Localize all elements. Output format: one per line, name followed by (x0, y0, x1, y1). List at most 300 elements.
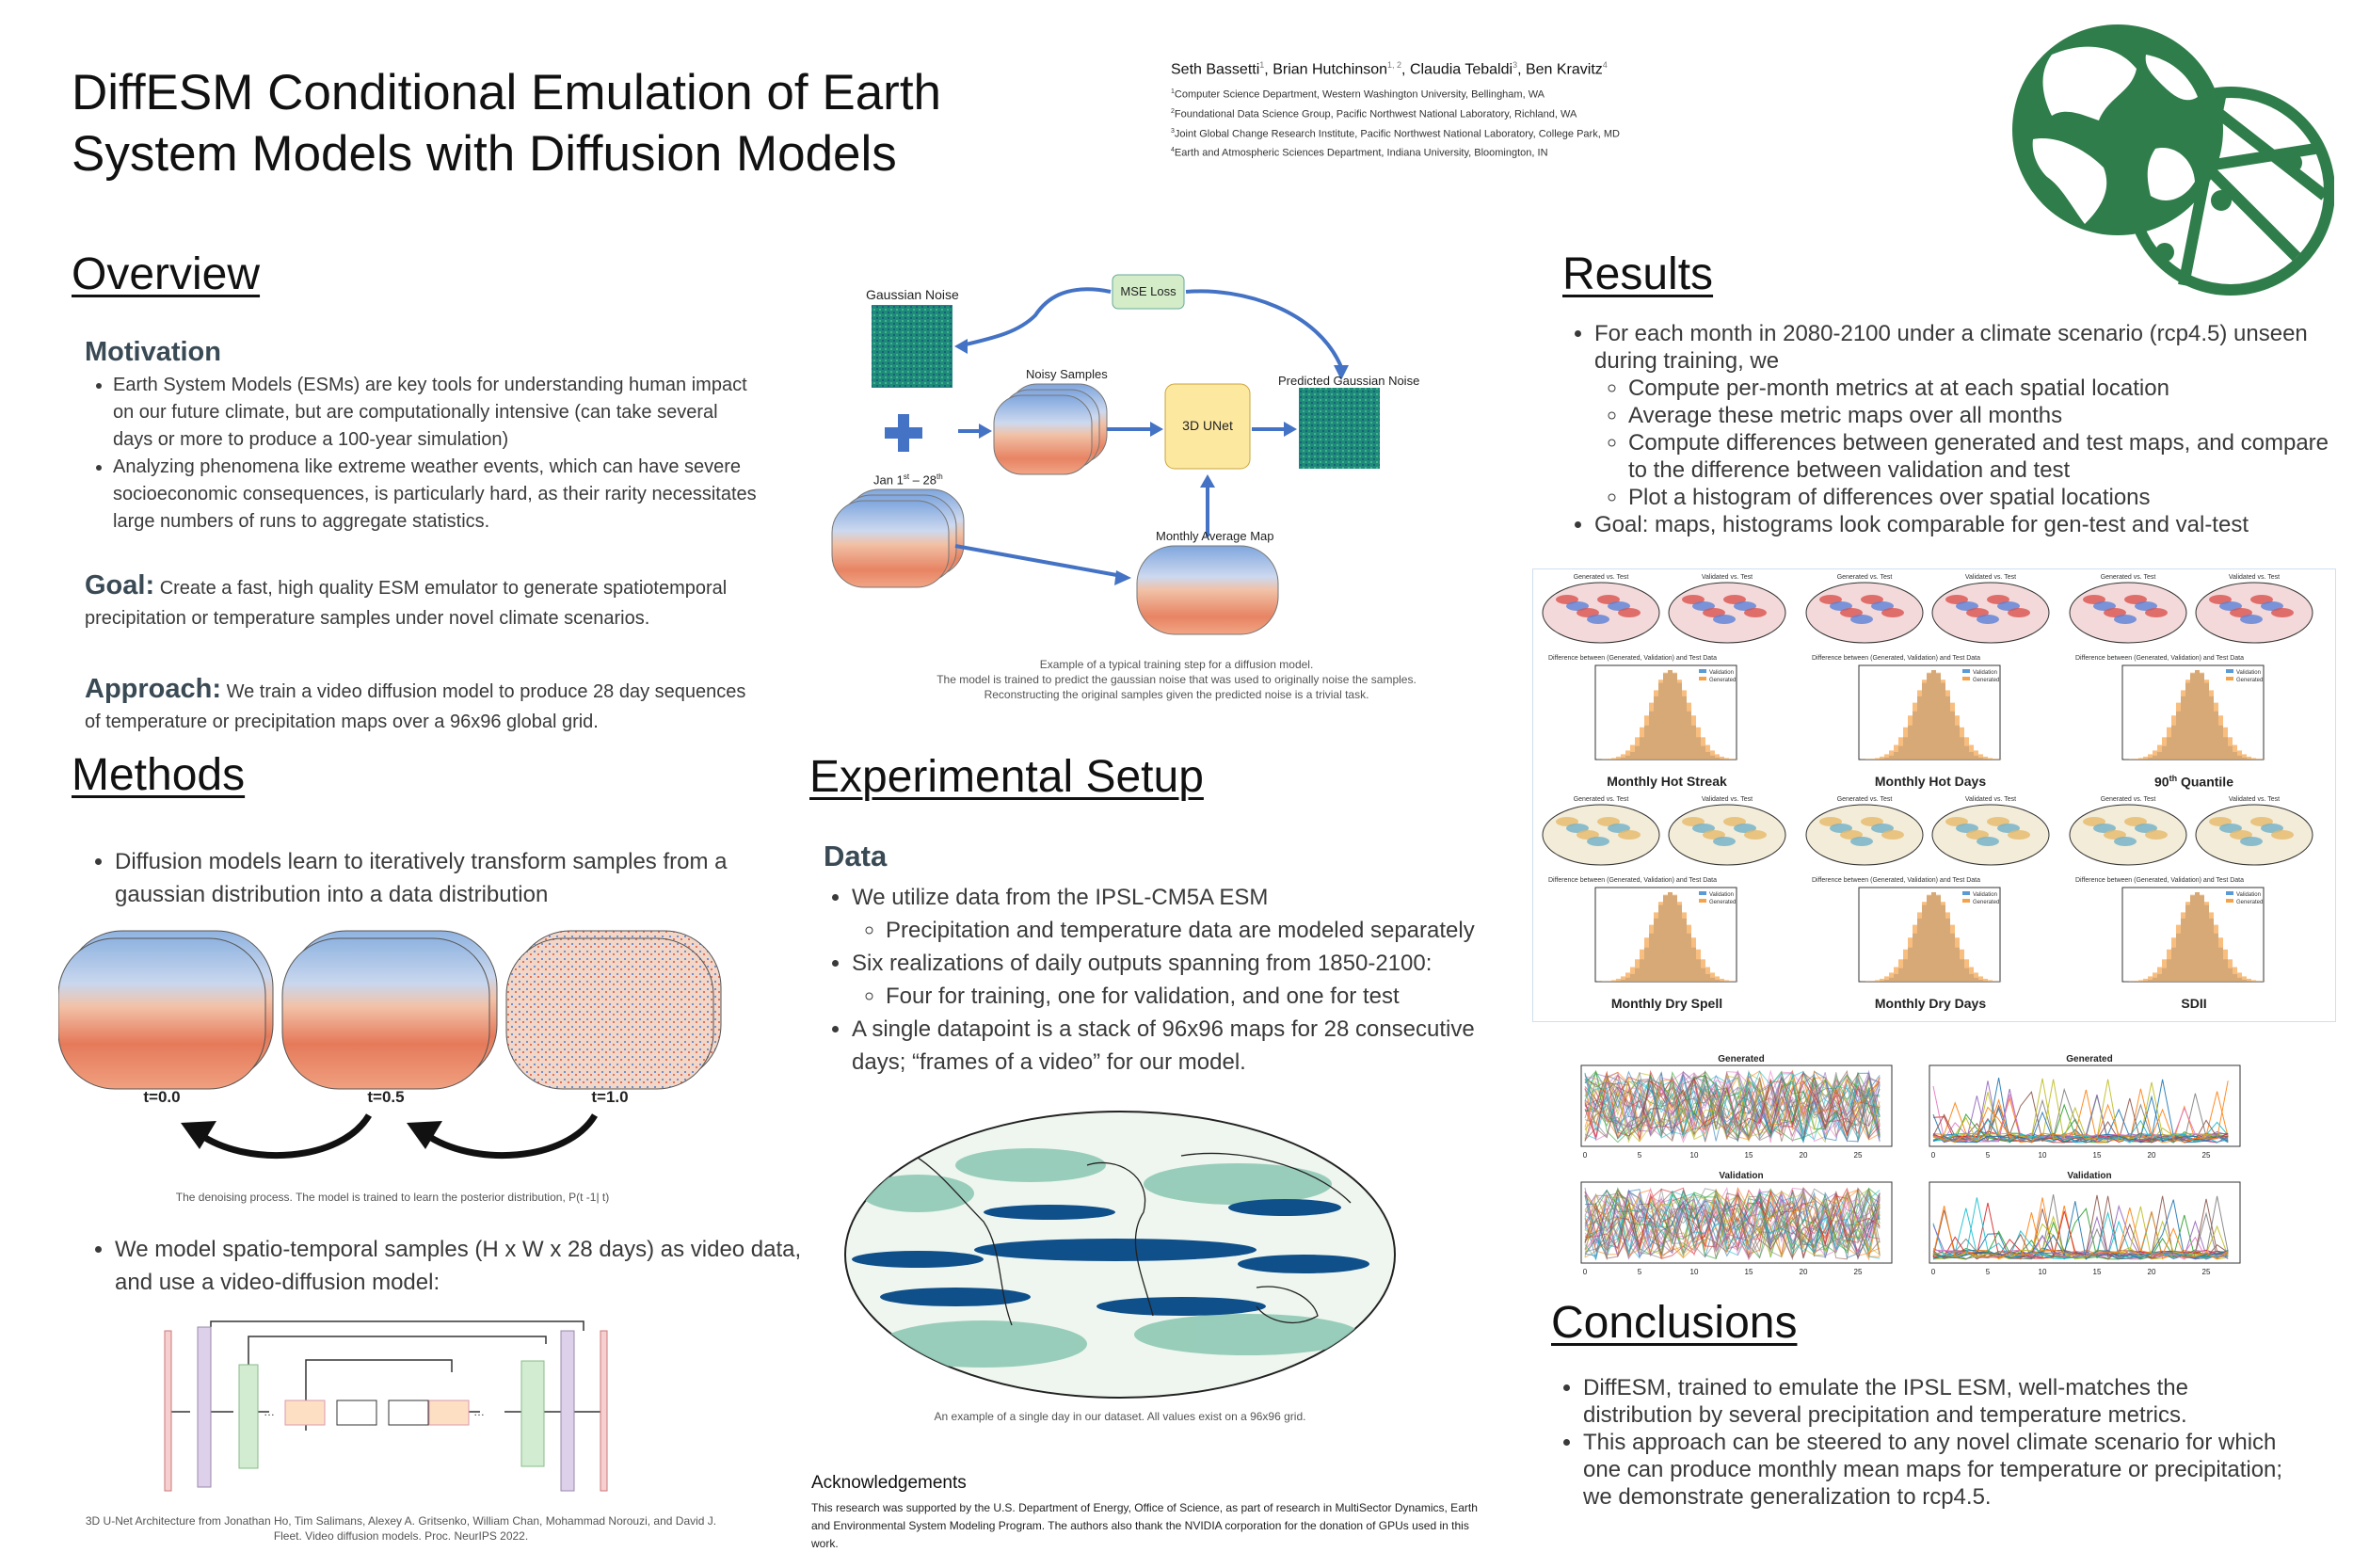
histogram-bar-generated (2171, 715, 2176, 760)
histogram-bar-generated (1978, 976, 1983, 982)
histogram-bar-generated (2214, 703, 2218, 760)
histogram-bar-generated (2153, 750, 2157, 760)
legend-label: Validation (2236, 670, 2261, 676)
histogram-bar-generated (1880, 979, 1884, 982)
metric-map-title: Generated vs. Test (2100, 796, 2156, 803)
histogram-bar-generated (1941, 902, 1945, 982)
svg-text:…: … (264, 1405, 275, 1418)
unet-mid-block (285, 1400, 325, 1425)
unet-mid-block (337, 1400, 376, 1425)
histogram-bar-generated (1898, 737, 1903, 760)
histogram-bar-generated (2138, 980, 2143, 982)
results-list (1566, 320, 2347, 538)
data-section (824, 840, 1482, 1079)
list-item: • We utilize data from the IPSL-CM5A ESM (852, 881, 1482, 914)
histogram-bar-generated (2181, 690, 2185, 760)
histogram-bar-generated (1616, 979, 1621, 982)
acknowledgements-section (811, 1473, 1489, 1553)
histogram-bar-generated (1705, 745, 1710, 760)
histogram-bar-generated (2242, 754, 2247, 760)
histogram-bar-generated (2228, 737, 2233, 760)
metric-panel-label: SDII (2181, 996, 2207, 1011)
metric-panel-graphic (1802, 793, 2058, 991)
list-item: • For each month in 2080-2100 under a climate scenario (rcp4.5) unseen during training, we (1594, 320, 2347, 375)
data-list (824, 881, 1482, 1079)
x-tick-label: 15 (1744, 1151, 1753, 1160)
histogram-bar-generated (1649, 703, 1654, 760)
histogram-bar-generated (1917, 690, 1922, 760)
legend-label: Validation (1973, 670, 1997, 676)
histogram-bar-generated (2242, 976, 2247, 982)
metric-panel-label: 90th Quantile (2154, 774, 2233, 790)
histogram-bar-generated (1644, 715, 1649, 760)
author-name: Ben Kravitz (1525, 61, 1603, 78)
histogram-bar-generated (1687, 703, 1691, 760)
author-affiliation-mark: 1, 2 (1387, 60, 1402, 70)
histogram-bar-generated (1922, 680, 1927, 760)
histogram-bar-generated (2162, 737, 2167, 760)
histogram-bar-generated (1705, 968, 1710, 982)
histogram-bar-generated (1955, 715, 1960, 760)
legend-label: Generated (2236, 678, 2264, 683)
histogram-bar-generated (2218, 715, 2223, 760)
histogram-bar-generated (2237, 750, 2242, 760)
histogram-bar-generated (1927, 895, 1931, 982)
affiliation: $^2$Foundational Data Science Group, Pacific Northwest National Laboratory, Richland, WA (1171, 107, 1577, 120)
x-tick-label: 25 (2201, 1268, 2211, 1276)
list-item: ◦ Plot a histogram of differences over spatial locations (1628, 484, 2347, 511)
metric-map (2196, 574, 2313, 643)
conclusions-heading: Conclusions (1551, 1298, 1798, 1348)
unet-input-block (165, 1331, 171, 1491)
histogram-bar-generated (2200, 673, 2204, 760)
histogram-bar-generated (1654, 912, 1658, 982)
author-name: Brian Hutchinson (1273, 61, 1388, 78)
histogram-bar-generated (1630, 745, 1635, 760)
list-item: ◦ Average these metric maps over all months (1628, 402, 2347, 429)
histogram-bar-generated (1701, 959, 1705, 982)
gaussian-noise-label: Gaussian Noise (866, 287, 959, 302)
histogram-bar-generated (1687, 925, 1691, 982)
histogram-bar-generated (2256, 981, 2261, 982)
histogram-bar-generated (1983, 757, 1988, 760)
histogram-bar-generated (1974, 750, 1978, 760)
legend-swatch (2226, 891, 2233, 895)
list-item: • Earth System Models (ESMs) are key tools for understanding human impact on our future climate, but are computationally intensive (can take several days or more to produce a 100-year simulation) (113, 372, 762, 454)
x-tick-label: 25 (1853, 1151, 1863, 1160)
histogram-bar-generated (1945, 912, 1950, 982)
histogram-bar-generated (1663, 895, 1668, 982)
legend-swatch (1962, 677, 1970, 680)
histogram-bar-generated (1701, 737, 1705, 760)
histogram-title: Difference between (Generated, Validation) and Test Data (2075, 655, 2244, 662)
legend-swatch (1962, 899, 1970, 903)
histogram-bar-generated (1691, 937, 1696, 982)
x-tick-label: 25 (1853, 1268, 1863, 1276)
x-tick-label: 20 (2147, 1268, 2156, 1276)
histogram-bar-generated (2153, 972, 2157, 982)
histogram-bar-generated (1950, 703, 1955, 760)
histogram-title: Difference between (Generated, Validation) and Test Data (1812, 655, 1980, 662)
training-diagram-graphics (828, 264, 1468, 668)
histogram-bar-generated (1625, 750, 1630, 760)
author-list: Seth Bassetti$^1$, Brian Hutchinson$^{1, 2}$, Claudia Tebaldi$^3$, Ben Kravitz$^4$ (1171, 60, 1608, 78)
legend-label: Validation (1709, 892, 1734, 898)
metric-map-title: Validated vs. Test (2228, 796, 2281, 803)
unet-caption: 3D U-Net Architecture from Jonathan Ho, Tim Salimans, Alexey A. Gritsenko, William Chan, Mohammad Norouzi, and David J. Fleet. Video diffusion models. Proc. NeurIPS 2022. (85, 1514, 717, 1543)
list-item: • Goal: maps, histograms look comparable for gen-test and val-test (1594, 511, 2347, 538)
histogram-bar-generated (1658, 680, 1663, 760)
histogram-bar-generated (1960, 728, 1964, 760)
list-item: • We model spatio-temporal samples (H x W x 28 days) as video data, and use a video-diffusion model: (115, 1233, 802, 1299)
histogram-bar-generated (1988, 980, 1993, 982)
time-series-panel (1911, 1052, 2249, 1167)
goal-text: Goal: Create a fast, high quality ESM emulator to generate spatiotemporal precipitation or temperature samples under novel climate scenarios. (85, 570, 728, 629)
histogram-bar-generated (1663, 673, 1668, 760)
affiliation-list (1171, 84, 1620, 162)
histogram-bar-generated (1898, 959, 1903, 982)
histogram-title: Difference between (Generated, Validation) and Test Data (1548, 655, 1717, 662)
noisy-samples-label: Noisy Samples (1026, 367, 1108, 381)
histogram-bar-generated (2162, 959, 2167, 982)
histogram-bar-generated (2223, 728, 2228, 760)
author-affiliation-mark: 3 (1513, 60, 1518, 70)
x-tick-label: 25 (2201, 1151, 2211, 1160)
legend-swatch (2226, 677, 2233, 680)
time-series-title: Validation (1719, 1171, 1764, 1181)
histogram-bar-generated (1710, 750, 1715, 760)
experimental-setup-heading: Experimental Setup (809, 752, 1204, 802)
histogram-bar-generated (1936, 895, 1941, 982)
metric-panel-label: Monthly Hot Streak (1607, 774, 1727, 789)
histogram-title: Difference between (Generated, Validation) and Test Data (1548, 877, 1717, 884)
legend-label: Validation (2236, 892, 2261, 898)
list-item: ◦ Compute differences between generated and test maps, and compare to the difference between validation and test (1628, 429, 2347, 484)
acknowledgements-heading: Acknowledgements (811, 1473, 967, 1493)
legend-label: Generated (2236, 900, 2264, 905)
motivation-list (85, 372, 762, 536)
histogram-bar-generated (1673, 895, 1677, 982)
jan-label: Jan 1st – 28th (873, 472, 943, 488)
time-series-panel (1562, 1052, 1901, 1167)
metric-panel (2066, 571, 2322, 790)
histogram-bar-generated (1917, 912, 1922, 982)
histogram-bar-generated (1908, 715, 1913, 760)
metric-map-title: Generated vs. Test (2100, 574, 2156, 581)
histogram-bar-generated (1993, 759, 1997, 760)
author-name: Seth Bassetti (1171, 61, 1260, 78)
list-item: ◦ Precipitation and temperature data are modeled separately (886, 914, 1482, 947)
histogram-bar-generated (2209, 912, 2214, 982)
histogram-bar-generated (1677, 902, 1682, 982)
legend-label: Validation (1709, 670, 1734, 676)
histogram-bar-generated (1677, 680, 1682, 760)
results-metrics-figure (1532, 568, 2336, 1022)
histogram-bar-generated (2190, 895, 2195, 982)
metric-map-title: Generated vs. Test (1573, 574, 1629, 581)
histogram-bar-generated (2204, 902, 2209, 982)
methods-list-1 (87, 845, 792, 911)
histogram-bar-generated (1908, 937, 1913, 982)
legend-swatch (2226, 669, 2233, 673)
histogram-bar-generated (2148, 976, 2153, 982)
histogram-bar-generated (1974, 972, 1978, 982)
histogram-bar-generated (1875, 980, 1880, 982)
legend-label: Generated (1709, 678, 1737, 683)
x-tick-label: 0 (1582, 1268, 1588, 1276)
histogram-bar-generated (1607, 981, 1611, 982)
unet-encoder-block (198, 1327, 211, 1487)
histogram-bar-generated (2157, 968, 2162, 982)
legend-swatch (1962, 669, 1970, 673)
monthly-average-label: Monthly Average Map (1156, 529, 1274, 543)
histogram-bar-generated (2251, 758, 2256, 760)
legend-swatch (1699, 677, 1706, 680)
histogram-bar-generated (1964, 737, 1969, 760)
metric-map-title: Generated vs. Test (1573, 796, 1629, 803)
histogram-bar-generated (1696, 950, 1701, 982)
metric-panel (1802, 793, 2058, 1012)
x-tick-label: 0 (1582, 1151, 1588, 1160)
mse-loss-label: MSE Loss (1120, 284, 1176, 298)
denoise-map-t0 (58, 931, 273, 1089)
histogram-bar-generated (1894, 968, 1898, 982)
precipitation-map-figure (842, 1109, 1398, 1400)
data-heading: Data (824, 840, 888, 872)
histogram-bar-generated (1964, 959, 1969, 982)
metric-panel-label: Monthly Hot Days (1874, 774, 1987, 789)
histogram-bar-generated (2209, 690, 2214, 760)
time-series-title: Generated (2066, 1054, 2113, 1064)
histogram-bar-generated (1691, 715, 1696, 760)
histogram-bar-generated (2195, 892, 2200, 982)
x-tick-label: 5 (1637, 1268, 1642, 1276)
histogram-bar-generated (1931, 892, 1936, 982)
unet-architecture-diagram (151, 1318, 640, 1501)
metric-map (1932, 574, 2049, 643)
histogram-bar-generated (2223, 950, 2228, 982)
t-label-1: t=0.5 (367, 1088, 405, 1106)
histogram-bar-generated (1884, 976, 1889, 982)
histogram-bar-generated (1607, 759, 1611, 760)
author-affiliation-mark: 1 (1259, 60, 1265, 70)
histogram-bar-generated (2256, 759, 2261, 760)
denoise-map-t05 (282, 931, 497, 1089)
histogram-bar-generated (1729, 759, 1734, 760)
histogram-bar-generated (1720, 757, 1724, 760)
list-item: ◦ Compute per-month metrics at at each spatial location (1628, 375, 2347, 402)
x-tick-label: 15 (1744, 1268, 1753, 1276)
histogram-bar-generated (1654, 690, 1658, 760)
metric-panel-graphic (2066, 793, 2322, 991)
globe-network-icon (1995, 17, 2334, 299)
histogram-bar-generated (2200, 895, 2204, 982)
time-series-title: Validation (2067, 1171, 2112, 1181)
histogram-bar-generated (2251, 980, 2256, 982)
histogram-bar-generated (2228, 959, 2233, 982)
histogram-bar-generated (1682, 912, 1687, 982)
conclusions-list (1555, 1374, 2298, 1511)
histogram-bar-generated (2195, 670, 2200, 760)
metric-map (1806, 796, 1923, 865)
histogram-bar-generated (1621, 754, 1625, 760)
approach-text: Approach: We train a video diffusion model to produce 28 day sequences of temperature or precipitation maps over a 96x96 global grid. (85, 674, 746, 732)
denoise-map-t1 (506, 931, 721, 1089)
histogram-bar-generated (2134, 981, 2138, 982)
histogram-bar-generated (1649, 925, 1654, 982)
list-item: • DiffESM, trained to emulate the IPSL ESM, well-matches the distribution by several precipitation and temperature metrics. (1583, 1374, 2298, 1429)
histogram-bar-generated (1927, 673, 1931, 760)
metric-panel-graphic (1802, 571, 2058, 769)
histogram-bar-generated (2157, 745, 2162, 760)
list-item: • Analyzing phenomena like extreme weather events, which can have severe socioeconomic consequences, is particularly hard, as their rarity necessitates large numbers of runs to aggregate statistics. (113, 454, 762, 536)
metric-map-title: Validated vs. Test (1964, 574, 2017, 581)
x-tick-label: 10 (2038, 1151, 2047, 1160)
histogram-bar-generated (2181, 912, 2185, 982)
histogram-bar-generated (1969, 745, 1974, 760)
unet-output-block (600, 1331, 607, 1491)
x-tick-label: 20 (1799, 1151, 1808, 1160)
histogram-bar-generated (1644, 937, 1649, 982)
metric-panel-graphic (1539, 571, 1795, 769)
results-heading: Results (1562, 249, 1714, 299)
list-item: • Six realizations of daily outputs spanning from 1850-2100: (852, 947, 1482, 980)
histogram-bar-generated (1870, 759, 1875, 760)
metric-panel (2066, 793, 2322, 1012)
histogram-bar-generated (2148, 754, 2153, 760)
x-tick-label: 5 (1985, 1151, 1991, 1160)
histogram-bar-generated (2247, 979, 2251, 982)
legend-swatch (1962, 891, 1970, 895)
motivation-section (85, 337, 762, 536)
histogram-bar-generated (1621, 976, 1625, 982)
affiliation: $^1$Computer Science Department, Western Washington University, Bellingham, WA (1171, 88, 1545, 101)
metric-map (1543, 574, 1659, 643)
metric-panel (1539, 571, 1795, 790)
histogram-bar-generated (1625, 972, 1630, 982)
metric-map (2070, 796, 2186, 865)
histogram-bar-generated (1715, 754, 1720, 760)
metric-map (2070, 574, 2186, 643)
unet-mid-block (389, 1400, 428, 1425)
histogram-bar-generated (2185, 902, 2190, 982)
histogram-bar-generated (1635, 737, 1640, 760)
histogram-bar-generated (1715, 976, 1720, 982)
histogram-bar-generated (1903, 728, 1908, 760)
histogram-bar-generated (1724, 758, 1729, 760)
legend-swatch (1699, 669, 1706, 673)
histogram-bar-generated (1682, 690, 1687, 760)
histogram-bar-generated (2185, 680, 2190, 760)
denoise-caption: The denoising process. The model is trained to learn the posterior distribution, P(t -1| t) (175, 1191, 610, 1204)
training-step-diagram (828, 264, 1468, 668)
legend-swatch (1699, 899, 1706, 903)
histogram-bar-generated (1611, 980, 1616, 982)
histogram-bar-generated (2214, 925, 2218, 982)
metric-map (1669, 574, 1785, 643)
histogram-bar-generated (1983, 979, 1988, 982)
histogram-bar-generated (1720, 979, 1724, 982)
svg-text:…: … (473, 1405, 485, 1418)
x-tick-label: 5 (1985, 1268, 1991, 1276)
unet-decoder-block (521, 1361, 544, 1466)
histogram-bar-generated (2233, 745, 2237, 760)
histogram-bar-generated (1875, 758, 1880, 760)
author-block (1171, 60, 1620, 162)
histogram-bar-generated (1931, 670, 1936, 760)
x-tick-label: 10 (2038, 1268, 2047, 1276)
metric-panel-graphic (1539, 793, 1795, 991)
histogram-bar-generated (1640, 950, 1644, 982)
gaussian-noise-image (872, 305, 952, 388)
histogram-bar-generated (1955, 937, 1960, 982)
unet-encoder-block (239, 1365, 258, 1468)
histogram-bar-generated (1936, 673, 1941, 760)
histogram-bar-generated (2237, 972, 2242, 982)
methods-heading: Methods (72, 750, 246, 800)
affiliation: $^4$Earth and Atmospheric Sciences Department, Indiana University, Bloomington, IN (1171, 147, 1548, 159)
histogram-bar-generated (1884, 754, 1889, 760)
histogram-bar-generated (1668, 892, 1673, 982)
histogram-bar-generated (1950, 925, 1955, 982)
legend-label: Generated (1973, 678, 2000, 683)
histogram-bar-generated (1969, 968, 1974, 982)
histogram-bar-generated (1945, 690, 1950, 760)
x-tick-label: 20 (1799, 1268, 1808, 1276)
training-caption: Example of a typical training step for a diffusion model. The model is trained to predict the gaussian noise that was used to originally noise the samples. Reconstructing the original samples given the predicted noise is a trivial task. (936, 658, 1417, 701)
metric-map-title: Validated vs. Test (1701, 796, 1753, 803)
time-series-panel (1911, 1169, 2249, 1284)
histogram-bar-generated (1978, 754, 1983, 760)
unet-decoder-block (561, 1331, 574, 1491)
histogram-bar-generated (1635, 959, 1640, 982)
histogram-bar-generated (2134, 759, 2138, 760)
monthly-average-map (1137, 546, 1278, 634)
histogram-bar-generated (2143, 979, 2148, 982)
t-label-0: t=0.0 (143, 1088, 181, 1106)
histogram-bar-generated (1658, 902, 1663, 982)
time-series-title: Generated (1718, 1054, 1765, 1064)
metric-map-title: Generated vs. Test (1836, 796, 1893, 803)
histogram-bar-generated (1696, 728, 1701, 760)
histogram-bar-generated (1913, 925, 1917, 982)
histogram-bar-generated (1710, 972, 1715, 982)
legend-swatch (2226, 899, 2233, 903)
histogram-bar-generated (2138, 758, 2143, 760)
noisy-samples-stack (994, 384, 1107, 474)
histogram-bar-generated (2190, 673, 2195, 760)
input-days-stack (832, 489, 964, 587)
histogram-bar-generated (1724, 980, 1729, 982)
x-tick-label: 10 (1689, 1151, 1699, 1160)
predicted-noise-label: Predicted Gaussian Noise (1278, 374, 1420, 388)
list-item: • Diffusion models learn to iteratively transform samples from a gaussian distribution into a data distribution (115, 845, 792, 911)
histogram-bar-generated (1941, 680, 1945, 760)
histogram-title: Difference between (Generated, Validation) and Test Data (1812, 877, 1980, 884)
metric-map-title: Generated vs. Test (1836, 574, 1893, 581)
metric-panel (1539, 793, 1795, 1012)
denoise-arrows (200, 1115, 595, 1156)
histogram-bar-generated (1922, 902, 1927, 982)
histogram-bar-generated (2218, 937, 2223, 982)
histogram-bar-generated (2176, 703, 2181, 760)
histogram-bar-generated (2247, 757, 2251, 760)
histogram-bar-generated (1913, 703, 1917, 760)
poster-title: DiffESM Conditional Emulation of Earth System Models with Diffusion Models (72, 65, 942, 182)
histogram-bar-generated (1894, 745, 1898, 760)
metric-map-title: Validated vs. Test (2228, 574, 2281, 581)
histogram-bar-generated (1673, 673, 1677, 760)
